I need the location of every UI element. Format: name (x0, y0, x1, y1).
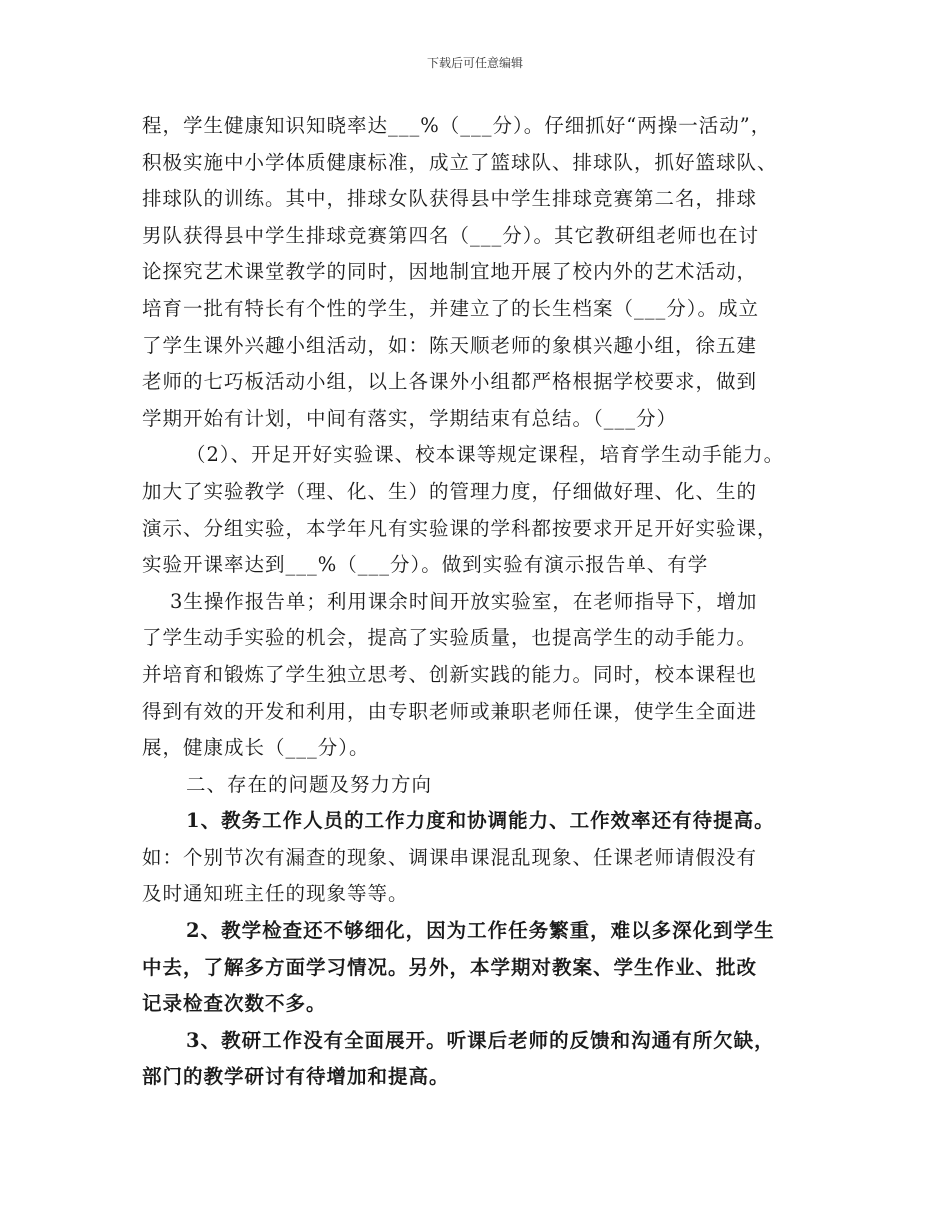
text-line: 加大了实验教学（理、化、生）的管理力度，仔细做好理、化、生的 (142, 479, 758, 503)
text-line: 学期开始有计划，中间有落实，学期结束有总结。（___分） (142, 406, 678, 430)
text-line: 男队获得县中学生排球竞赛第四名（___分）。其它教研组老师也在讨 (142, 223, 760, 247)
text-line: 积极实施中小学体质健康标准，成立了篮球队、排球队，抓好篮球队、 (142, 150, 778, 174)
text-line: 排球队的训练。其中，排球女队获得县中学生排球竞赛第二名，排球 (142, 187, 758, 211)
page-header: 下载后可任意编辑 (426, 56, 523, 70)
text-line: 培育一批有特长有个性的学生，并建立了的长生档案（___分）。成立 (142, 296, 760, 320)
text-line: 展，健康成长（___分）。 (142, 736, 370, 760)
text-line: 了学生动手实验的机会，提高了实验质量，也提高学生的动手能力。 (142, 626, 758, 650)
text-line: 3生操作报告单；利用课余时间开放实验室，在老师指导下，增加 (170, 589, 758, 613)
text-line: 二、存在的问题及努力方向 (186, 772, 433, 796)
text-line: 如：个别节次有漏查的现象、调课串课混乱现象、任课老师请假没有 (142, 845, 758, 869)
text-line: 程，学生健康知识知晓率达___%（___分）。仔细抓好“两操一活动”， (142, 114, 772, 137)
text-line: （2）、开足开好实验课、校本课等规定课程，培育学生动手能力。 (186, 443, 785, 467)
text-line: 老师的七巧板活动小组，以上各课外小组都严格根据学校要求，做到 (142, 370, 758, 394)
text-line: 实验开课率达到___%（___分）。做到实验有演示报告单、有学 (142, 553, 709, 577)
text-line: 并培育和锻炼了学生独立思考、创新实践的能力。同时，校本课程也 (142, 662, 758, 686)
text-line: 部门的教学研讨有待增加和提高。 (142, 1065, 450, 1089)
text-line: 得到有效的开发和利用，由专职老师或兼职老师任课，使学生全面进 (142, 699, 758, 723)
text-line: 3、教研工作没有全面展开。听课后老师的反馈和沟通有所欠缺， (186, 1028, 775, 1052)
text-line: 了学生课外兴趣小组活动，如：陈天顺老师的象棋兴趣小组，徐五建 (142, 333, 758, 357)
text-line: 演示、分组实验，本学年凡有实验课的学科都按要求开足开好实验课， (142, 516, 778, 540)
text-line: 记录检查次数不多。 (142, 992, 327, 1016)
text-line: 2、教学检查还不够细化，因为工作任务繁重，难以多深化到学生 (186, 919, 775, 943)
text-line: 中去，了解多方面学习情况。另外，本学期对教案、学生作业、批改 (142, 955, 758, 979)
text-line: 1、教务工作人员的工作力度和协调能力、工作效率还有待提高。 (186, 809, 775, 833)
document-body (142, 108, 832, 1096)
text-line: 及时通知班主任的现象等等。 (142, 882, 409, 906)
text-line: 论探究艺术课堂教学的同时，因地制宜地开展了校内外的艺术活动， (142, 260, 758, 284)
